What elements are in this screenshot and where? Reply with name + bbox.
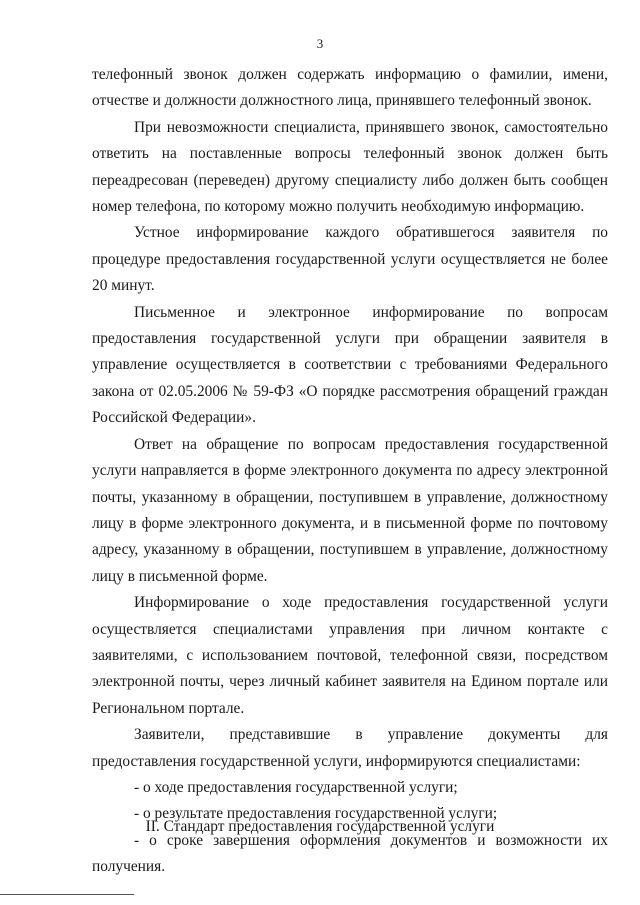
paragraph-6: Информирование о ходе предоставления государственной услуги осуществляется специалистами управления при личном контакте с заявителями, с использованием почтовой, телефонной связи, посредством электронной почты, через личный кабинет заявителя на Едином портале или Региональном портале.	[92, 594, 608, 717]
section-heading: II. Стандарт предоставления государственной услуги	[145, 818, 495, 835]
page-number: 3	[316, 36, 324, 51]
footnote-divider	[0, 894, 134, 895]
document-body	[92, 62, 608, 881]
list-item-1: - о ходе предоставления государственной услуги;	[134, 778, 458, 796]
paragraph-5: Ответ на обращение по вопросам предоставления государственной услуги направляется в форме электронного документа по адресу электронной почты, указанному в обращении, поступившем в управление, должностному лицу в форме электронного документа, и в письменной форме по почтовому адресу, указанному в обращении, поступившем в управление, должностному лицу в письменной форме.	[92, 435, 608, 585]
paragraph-2: При невозможности специалиста, принявшего звонок, самостоятельно ответить на поставленные вопросы телефонный звонок должен быть переадресован (переведен) другому специалисту либо должен быть сообщен номер телефона, по которому можно получить необходимую информацию.	[92, 118, 608, 216]
list-item-2: - о результате предоставления государственной услуги;	[134, 805, 498, 823]
list-item-3: - о сроке завершения оформления документов и возможности их получения.	[92, 831, 608, 876]
paragraph-7: Заявители, представившие в управление документы для предоставления государственной услуги, информируются специалистами:	[92, 726, 608, 770]
paragraph-3: Устное информирование каждого обратившегося заявителя по процедуре предоставления государственной услуги осуществляется не более 20 минут.	[92, 224, 608, 295]
paragraph-4: Письменное и электронное информирование по вопросам предоставления государственной услуги при обращении заявителя в управление осуществляется в соответствии с требованиями Федерального закона от 02.05.2006 № 59-ФЗ «О порядке рассмотрения обращений граждан Российской Федерации».	[92, 303, 608, 427]
paragraph-1: телефонный звонок должен содержать информацию о фамилии, имени, отчестве и должности должностного лица, принявшего телефонный звонок.	[92, 66, 608, 110]
